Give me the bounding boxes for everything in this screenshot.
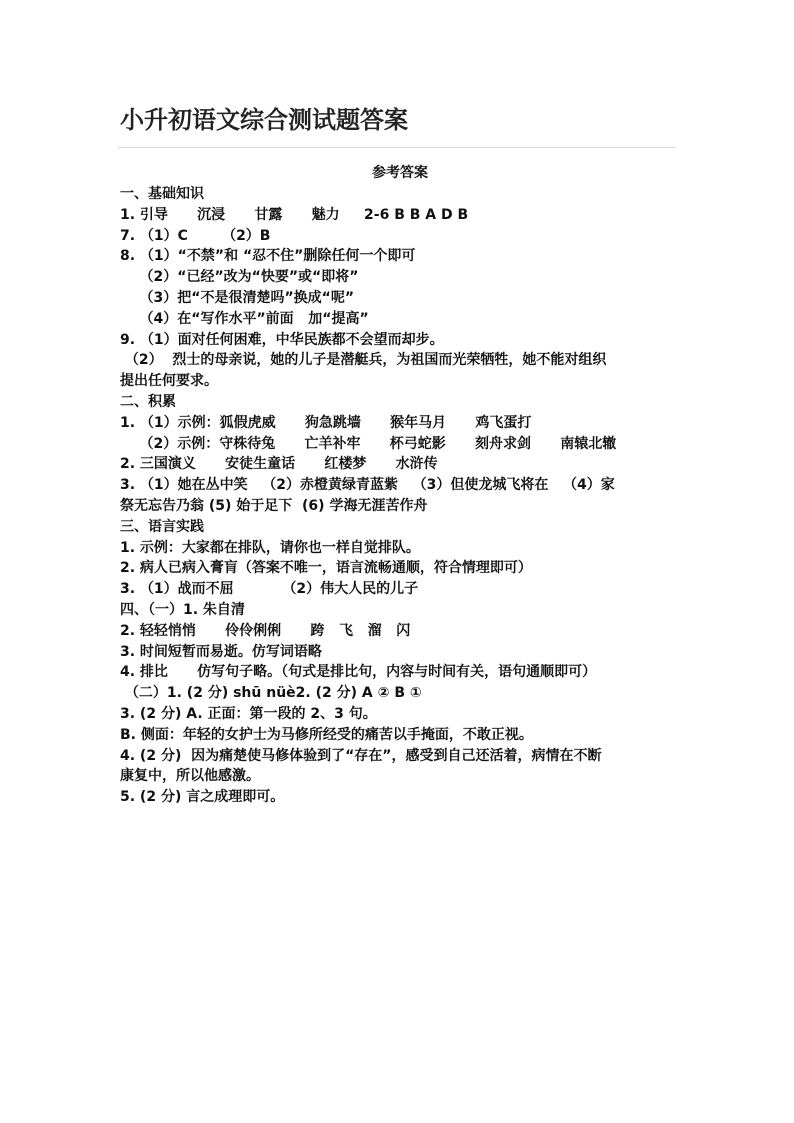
answer-line: （2）示例：守株待兔 亡羊补牢 杯弓蛇影 刻舟求剑 南辕北辙: [120, 435, 617, 452]
answer-line: 3. （1）她在丛中笑 （2）赤橙黄绿青蓝紫 （3）但使龙城飞将在 （4）家: [120, 477, 615, 494]
answer-line: 2. 三国演义 安徒生童话 红楼梦 水浒传: [120, 456, 438, 473]
answer-line: （二）1. (2 分) shū nüè2. (2 分) A ② B ①: [120, 685, 422, 702]
answer-line: 4. (2 分) 因为痛楚使马修体验到了“存在”，感受到自己还活着，病情在不断: [120, 747, 602, 764]
answer-line: 祭无忘告乃翁 (5) 始于足下 (6) 学海无涯苦作舟: [120, 497, 428, 514]
section-title-practice: 三、语言实践: [120, 518, 204, 535]
answer-line: 2. 轻轻悄悄 伶伶俐俐 跨 飞 溜 闪: [120, 622, 411, 639]
answer-line: （2）“已经”改为“快要”或“即将”: [120, 269, 359, 286]
title-divider: [118, 147, 676, 148]
answer-line: 7. （1）C （2）B: [120, 227, 271, 244]
answer-line: 3. （1）战而不屈 （2）伟大人民的儿子: [120, 581, 419, 598]
answer-line: 8. （1）“不禁”和 “忍不住”删除任何一个即可: [120, 248, 416, 265]
answer-line: 提出任何要求。: [120, 373, 218, 390]
answer-line: 1. 示例：大家都在排队，请你也一样自觉排队。: [120, 539, 420, 556]
answer-line: （3）把“不是很清楚吗”换成“呢”: [120, 289, 355, 306]
section-heading: 参考答案: [372, 165, 428, 181]
answer-line: B. 侧面：年轻的女护士为马修所经受的痛苦以手掩面，不敢正视。: [120, 726, 533, 743]
page-title: 小升初语文综合测试题答案: [120, 105, 408, 134]
answer-line: 5. (2 分) 言之成理即可。: [120, 789, 285, 806]
answer-line: 3. (2 分) A. 正面：第一段的 2、3 句。: [120, 705, 377, 722]
section-title-accumulation: 二、积累: [120, 393, 176, 410]
answer-line: （2） 烈士的母亲说，她的儿子是潜艇兵，为祖国而光荣牺牲，她不能对组织: [120, 352, 607, 369]
answer-line: 3. 时间短暂而易逝。仿写词语略: [120, 643, 322, 660]
answer-line: 1. （1）示例：狐假虎威 狗急跳墙 猴年马月 鸡飞蛋打: [120, 414, 532, 431]
section-title-reading: 四、（一）1. 朱自清: [120, 601, 245, 618]
answer-line: （4）在“写作水平”前面 加“提高”: [120, 310, 369, 327]
answer-line: 康复中，所以他感激。: [120, 768, 260, 785]
section-title-basics: 一、基础知识: [120, 186, 204, 202]
answer-line: 4. 排比 仿写句子略。（句式是排比句，内容与时间有关，语句通顺即可）: [120, 664, 597, 681]
answer-content: [120, 162, 680, 808]
answer-line: 9. （1）面对任何困难，中华民族都不会望而却步。: [120, 331, 444, 348]
answer-line: 1. 引导 沉浸 甘露 魅力 2-6 B B A D B: [120, 206, 469, 223]
answer-line: 2. 病人已病入膏肓（答案不唯一，语言流畅通顺，符合情理即可）: [120, 560, 532, 577]
